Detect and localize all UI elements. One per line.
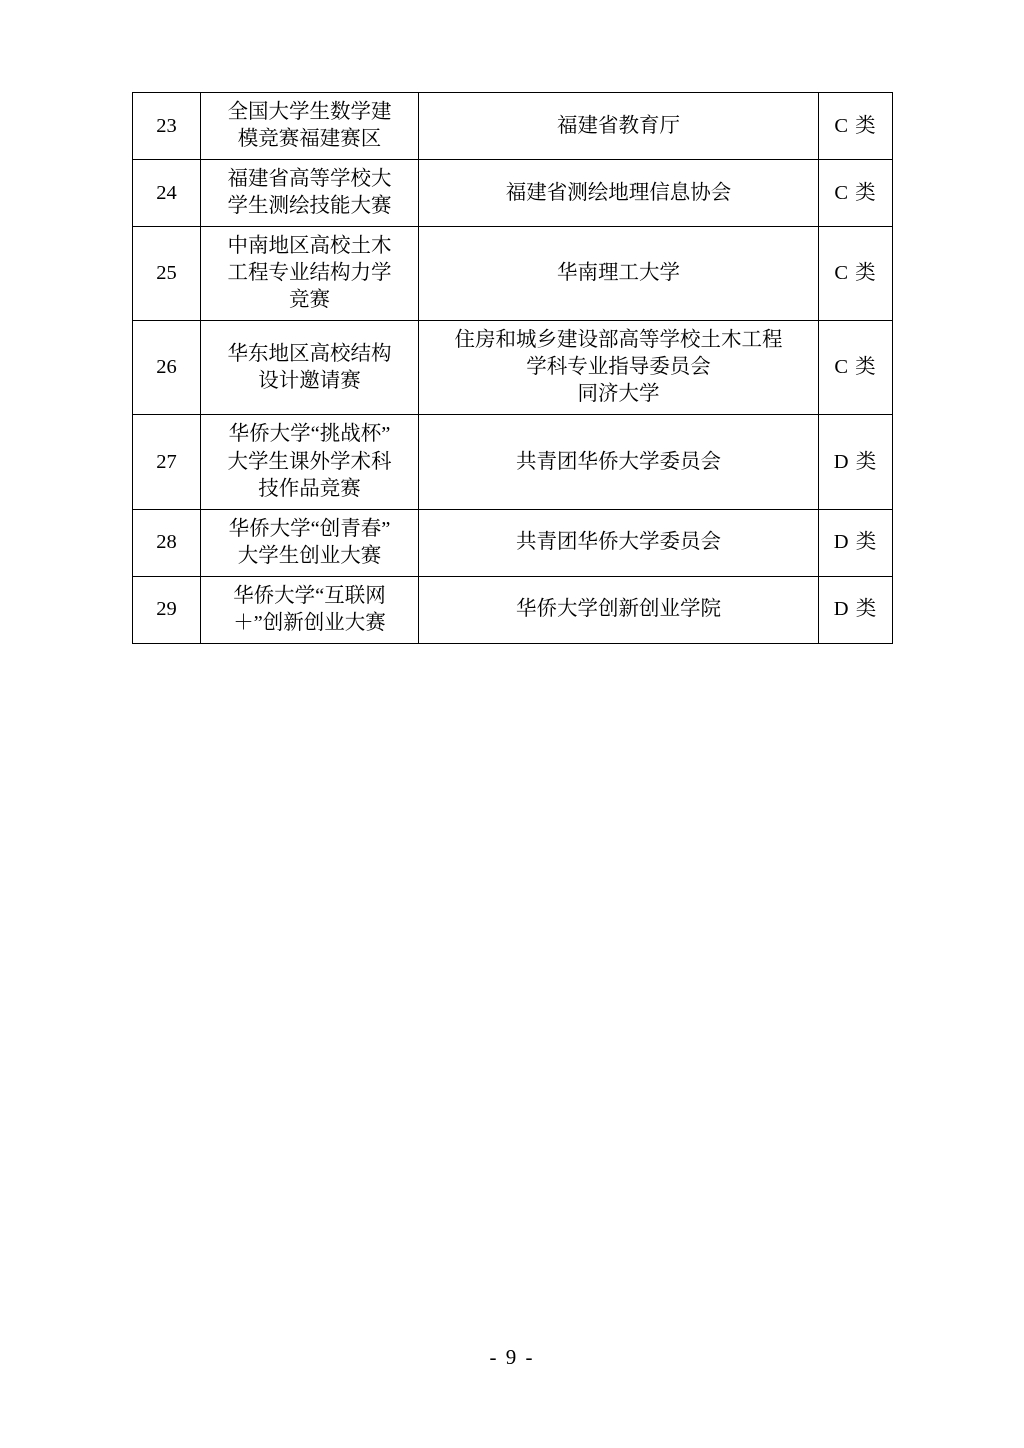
- organizer-name: [419, 93, 819, 160]
- table-row: [133, 160, 893, 227]
- organizer-name: [419, 160, 819, 227]
- text-line: 大学生课外学术科: [227, 450, 392, 473]
- text-line: 学生测绘技能大赛: [227, 195, 392, 218]
- table-row: [133, 93, 893, 160]
- table-body: [133, 93, 893, 644]
- category-label: D 类: [819, 509, 893, 576]
- category-label: C 类: [819, 160, 893, 227]
- competition-table-container: [132, 92, 892, 644]
- table-row: [133, 576, 893, 643]
- row-number: 24: [133, 160, 201, 227]
- row-number: 26: [133, 321, 201, 415]
- category-label: C 类: [819, 321, 893, 415]
- row-number: 23: [133, 93, 201, 160]
- text-line: 共青团华侨大学委员会: [516, 531, 721, 554]
- text-line: 福建省测绘地理信息协会: [505, 181, 732, 204]
- text-line: 华侨大学“互联网: [233, 584, 386, 607]
- text-line: 华东地区高校结构: [227, 342, 392, 365]
- organizer-name: [419, 415, 819, 509]
- organizer-name: [419, 321, 819, 415]
- text-line: 竞赛: [289, 289, 330, 312]
- text-line: 全国大学生数学建: [227, 101, 392, 123]
- category-label: C 类: [819, 227, 893, 321]
- text-line: 大学生创业大赛: [237, 544, 382, 567]
- text-line: ＋”创新创业大赛: [233, 611, 386, 634]
- table-row: [133, 227, 893, 321]
- table-row: [133, 509, 893, 576]
- text-line: 学科专业指导委员会: [526, 356, 711, 379]
- category-label: D 类: [819, 415, 893, 509]
- table-row: [133, 415, 893, 509]
- category-label: C 类: [819, 93, 893, 160]
- competition-name: [201, 509, 419, 576]
- text-line: 华侨大学创新创业学院: [516, 598, 721, 621]
- text-line: 模竞赛福建赛区: [237, 128, 382, 151]
- competition-name: [201, 321, 419, 415]
- text-line: 工程专业结构力学: [227, 262, 392, 285]
- text-line: 华侨大学“创青春”: [228, 517, 391, 540]
- competition-table: [132, 92, 893, 644]
- category-label: D 类: [819, 576, 893, 643]
- organizer-name: [419, 227, 819, 321]
- row-number: 27: [133, 415, 201, 509]
- page-number-footer: - 9 -: [489, 1345, 535, 1369]
- text-line: 华侨大学“挑战杯”: [228, 423, 391, 446]
- text-line: 共青团华侨大学委员会: [516, 450, 721, 473]
- competition-name: [201, 227, 419, 321]
- text-line: 华南理工大学: [557, 262, 680, 285]
- text-line: 住房和城乡建设部高等学校土木工程: [454, 329, 783, 352]
- text-line: 同济大学: [577, 383, 660, 406]
- text-line: 福建省教育厅: [557, 114, 680, 137]
- competition-name: [201, 160, 419, 227]
- text-line: 中南地区高校土木: [227, 235, 392, 258]
- row-number: 25: [133, 227, 201, 321]
- competition-name: [201, 415, 419, 509]
- organizer-name: [419, 509, 819, 576]
- competition-name: [201, 93, 419, 160]
- row-number: 28: [133, 509, 201, 576]
- organizer-name: [419, 576, 819, 643]
- text-line: 福建省高等学校大: [227, 168, 392, 191]
- text-line: 技作品竞赛: [258, 477, 361, 500]
- competition-name: [201, 576, 419, 643]
- row-number: 29: [133, 576, 201, 643]
- text-line: 设计邀请赛: [258, 369, 361, 392]
- table-row: [133, 321, 893, 415]
